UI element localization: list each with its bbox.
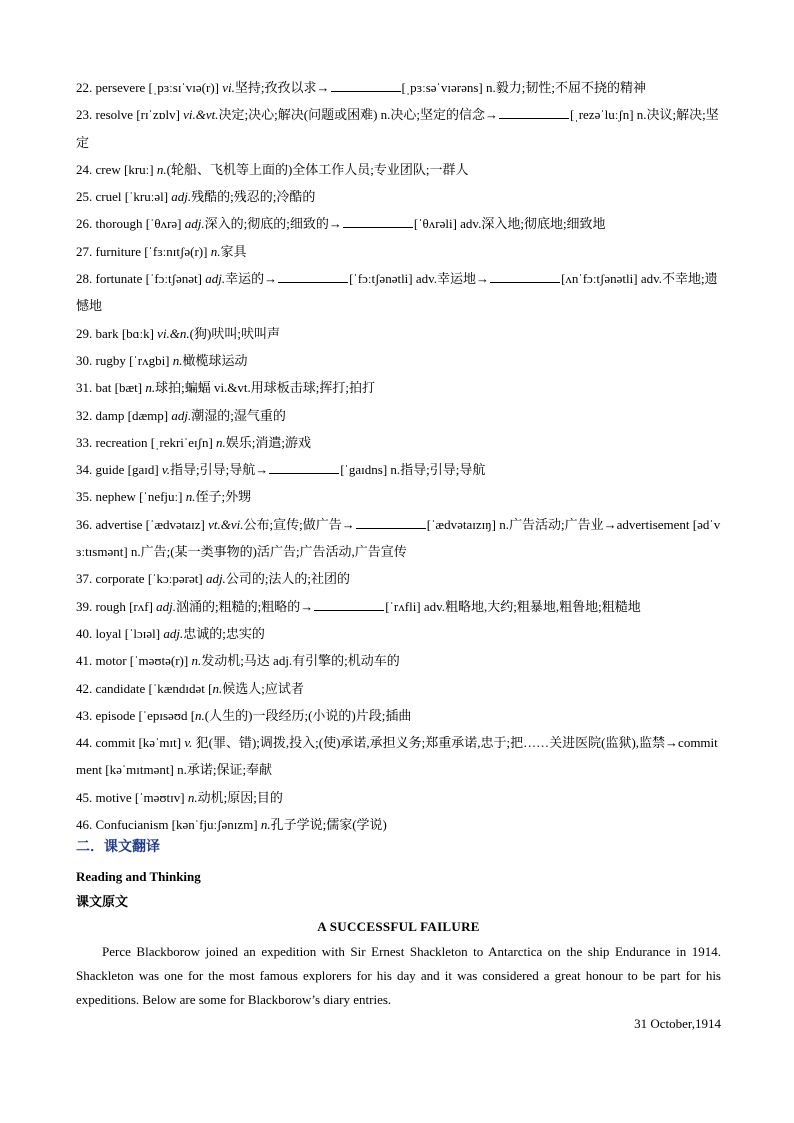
vocab-entry: [76, 511, 721, 566]
vocab-definition: (轮船、飞机等上面的)全体工作人员;专业团队;一群人: [166, 161, 469, 177]
vocab-derived-form: [ˈædvətaɪzɪŋ] n.广告活动;广告业→advertisement [ədˈvɜːtɪsmənt] n.广告;(某一类事物的)活广告;广告活动,广告宣传: [76, 516, 721, 560]
vocab-definition: 橄榄球运动: [182, 352, 248, 368]
vocab-entry: [76, 429, 721, 456]
vocab-definition: 指导;引导;导航→: [169, 462, 269, 478]
vocab-part-of-speech: n.: [260, 817, 271, 833]
vocab-entry: [76, 702, 721, 729]
vocab-definition: 侄子;外甥: [195, 489, 252, 505]
fill-in-blank[interactable]: [490, 270, 560, 283]
vocab-headword: 34. guide [gaɪd]: [76, 462, 162, 478]
vocab-definition: 孔子学说;儒家(学说): [270, 817, 387, 833]
vocab-definition: 犯(罪、错);调拨,投入;(使)承诺,承担义务;郑重承诺,忠于;把……关进医院(监狱),监禁→commitment [kəˈmɪtmənt] n.承诺;保证;奉献: [76, 735, 718, 778]
vocab-definition: (狗)吠叫;吠叫声: [189, 325, 280, 341]
vocab-entry: [76, 265, 721, 320]
vocab-entry: [76, 156, 721, 183]
vocab-headword: 22. persevere [ˌpɜːsɪˈvɪə(r)]: [76, 80, 223, 95]
vocab-headword: 31. bat [bæt]: [76, 380, 146, 396]
vocab-entry: [76, 210, 721, 237]
vocab-headword: 39. rough [rʌf]: [76, 598, 157, 614]
passage-title: A SUCCESSFUL FAILURE: [317, 919, 480, 934]
vocab-entry: [76, 347, 721, 374]
vocab-part-of-speech: n.: [210, 243, 221, 259]
vocab-definition: 家具: [220, 243, 247, 259]
vocab-definition: 动机;原因;目的: [197, 789, 283, 805]
vocab-part-of-speech: adj.: [171, 407, 192, 423]
vocab-part-of-speech: n.: [191, 653, 202, 669]
vocab-part-of-speech: v.: [184, 735, 193, 751]
vocab-definition: 娱乐;消遣;游戏: [225, 434, 312, 450]
vocab-headword: 27. furniture [ˈfɜːnɪtʃə(r)]: [76, 243, 211, 259]
vocab-headword: 43. episode [ˈepɪsəʊd [: [76, 707, 196, 723]
original-text-label: 课文原文: [76, 894, 129, 909]
vocab-headword: 33. recreation [ˌrekriˈeɪʃn]: [76, 434, 217, 450]
vocab-definition: 公司的;法人的;社团的: [225, 571, 351, 587]
vocab-part-of-speech: adj.: [205, 271, 226, 287]
vocab-part-of-speech: n.: [156, 161, 167, 177]
vocab-definition: 深入的;彻底的;细致的→: [204, 216, 342, 232]
vocab-headword: 44. commit [kəˈmɪt]: [76, 735, 185, 751]
vocab-entry: [76, 101, 721, 156]
vocab-headword: 29. bark [bɑːk]: [76, 325, 158, 341]
vocab-definition: 残酷的;残忍的;冷酷的: [191, 189, 316, 205]
text-translation-section: [76, 836, 721, 1036]
vocab-part-of-speech: n.: [172, 352, 183, 368]
vocab-entry: [76, 183, 721, 210]
vocab-headword: 23. resolve [rɪˈzɒlv]: [76, 107, 184, 123]
vocab-part-of-speech: adj.: [171, 189, 192, 205]
vocab-part-of-speech: n.: [185, 489, 196, 505]
vocab-part-of-speech: vi.: [222, 80, 235, 95]
fill-in-blank[interactable]: [314, 598, 384, 611]
vocab-definition: (人生的)一段经历;(小说的)片段;插曲: [204, 707, 412, 723]
vocab-entry: [76, 647, 721, 674]
vocab-entry: [76, 483, 721, 510]
vocab-entry: [76, 238, 721, 265]
vocab-definition: 球拍;蝙蝠 vi.&vt.用球板击球;挥打;拍打: [155, 380, 375, 396]
vocab-entry: [76, 374, 721, 401]
diary-date: 31 October,1914: [634, 1016, 721, 1031]
vocab-headword: 28. fortunate [ˈfɔːtʃənət]: [76, 271, 206, 287]
fill-in-blank[interactable]: [269, 461, 339, 474]
vocab-entry: [76, 74, 721, 101]
vocab-entry: [76, 811, 721, 838]
vocab-definition: 发动机;马达 adj.有引擎的;机动车的: [201, 653, 400, 669]
vocab-entry: [76, 729, 721, 784]
fill-in-blank[interactable]: [278, 270, 348, 283]
vocab-part-of-speech: v.: [161, 462, 170, 478]
reading-subheading: Reading and Thinking: [76, 869, 201, 884]
vocab-definition: 汹涌的;粗糙的;粗略的→: [176, 598, 314, 614]
vocab-entry: [76, 320, 721, 347]
fill-in-blank[interactable]: [331, 79, 401, 92]
vocab-part-of-speech: adj.: [156, 598, 177, 614]
vocab-headword: 26. thorough [ˈθʌrə]: [76, 216, 185, 232]
vocab-part-of-speech: vi.&n.: [157, 325, 190, 341]
vocab-headword: 32. damp [dæmp]: [76, 407, 172, 423]
vocab-headword: 37. corporate [ˈkɔːpərət]: [76, 571, 206, 587]
section-heading: 二．课文翻译: [76, 840, 160, 855]
vocab-part-of-speech: n.: [212, 680, 223, 696]
vocab-headword: 42. candidate [ˈkændɪdət [: [76, 680, 213, 696]
vocab-headword: 45. motive [ˈməʊtɪv]: [76, 789, 188, 805]
vocab-definition: 决定;决心;解决(问题或困难) n.决心;坚定的信念→: [218, 107, 499, 123]
vocab-derived-form: [ˈgaɪdns] n.指导;引导;导航: [340, 462, 486, 478]
vocab-headword: 24. crew [kruː]: [76, 161, 157, 177]
vocab-definition: 公布;宣传;做广告→: [243, 516, 355, 532]
vocab-part-of-speech: adj.: [205, 571, 226, 587]
vocab-headword: 30. rugby [ˈrʌgbi]: [76, 352, 173, 368]
fill-in-blank[interactable]: [343, 215, 413, 228]
vocab-headword: 40. loyal [ˈlɔɪəl]: [76, 625, 164, 641]
vocab-part-of-speech: n.: [187, 789, 198, 805]
vocab-derived-form: [ˈfɔːtʃənətli] adv.幸运地→: [349, 271, 490, 287]
vocab-headword: 41. motor [ˈməʊtə(r)]: [76, 653, 192, 669]
vocab-headword: 46. Confucianism [kənˈfjuːʃənɪzm]: [76, 817, 261, 833]
vocab-part-of-speech: n.: [216, 434, 226, 450]
vocab-entry: [76, 402, 721, 429]
vocab-entry: [76, 675, 721, 702]
fill-in-blank[interactable]: [499, 106, 569, 119]
vocab-derived-form: [ˈrʌfli] adv.粗略地,大约;粗暴地,粗鲁地;粗糙地: [385, 598, 641, 614]
vocab-part-of-speech: n.: [145, 380, 156, 396]
vocab-derived-form: [ˈθʌrəli] adv.深入地;彻底地;细致地: [413, 216, 606, 232]
vocab-part-of-speech: vi.&vt.: [183, 107, 219, 123]
vocab-entry: [76, 456, 721, 483]
vocab-definition: 幸运的→: [225, 271, 278, 287]
fill-in-blank[interactable]: [356, 516, 426, 529]
vocab-part-of-speech: adj.: [163, 625, 184, 641]
vocab-derived-form: [ˌpɜːsəˈvɪərəns] n.毅力;韧性;不屈不挠的精神: [401, 80, 646, 95]
vocab-derived-form: [ˌrezəˈluːʃn] n.决议;解决;坚定: [76, 107, 719, 150]
vocab-derived-form: [ʌnˈfɔːtʃənətli] adv.不幸地;遗憾地: [76, 271, 718, 314]
passage-paragraph: Perce Blackborow joined an expedition with Sir Ernest Shackleton to Antarctica on the ship Endurance in 1914. Shackleton was one for the most famous explorers for his day and it was considered a great honour to be part for his expeditions. Below are some for Blackborow’s diary entries.: [76, 944, 721, 1007]
vocab-entry: [76, 620, 721, 647]
vocab-definition: 忠诚的;忠实的: [183, 625, 265, 641]
vocab-entry: [76, 565, 721, 592]
vocab-definition: 潮湿的;湿气重的: [191, 407, 286, 423]
vocab-headword: 25. cruel [ˈkruːəl]: [76, 189, 172, 205]
vocab-part-of-speech: vt.&vi.: [208, 516, 244, 532]
vocab-part-of-speech: adj.: [184, 216, 205, 232]
vocab-entry: [76, 784, 721, 811]
vocab-definition: 坚持;孜孜以求→: [234, 80, 330, 95]
vocab-entry: [76, 593, 721, 620]
vocab-headword: 35. nephew [ˈnefjuː]: [76, 489, 186, 505]
vocabulary-list: [76, 74, 721, 838]
vocab-headword: 36. advertise [ˈædvətaɪz]: [76, 516, 209, 532]
vocab-part-of-speech: n.: [195, 707, 205, 723]
vocab-definition: 候选人;应试者: [222, 680, 304, 696]
